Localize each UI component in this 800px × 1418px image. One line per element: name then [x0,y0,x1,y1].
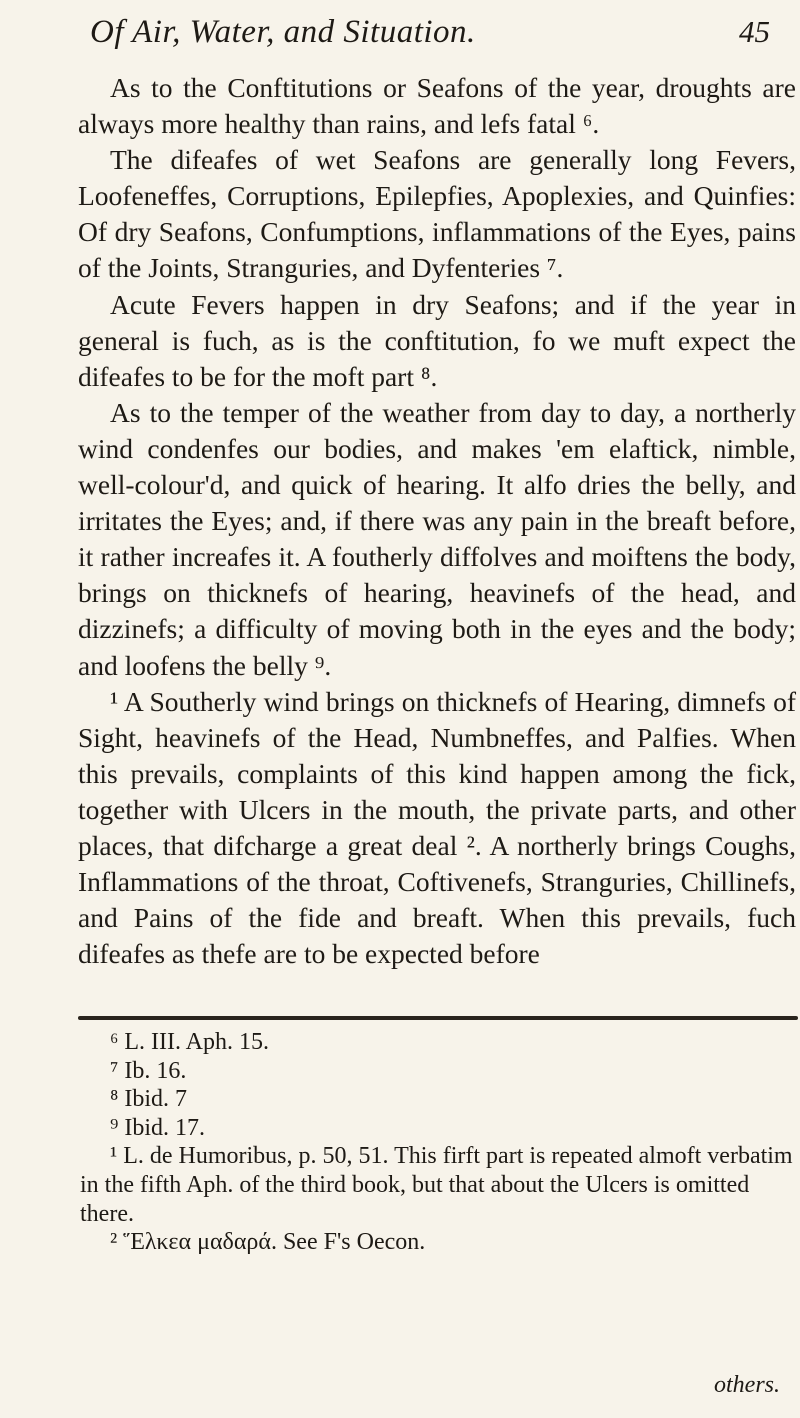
footnote: ⁶ L. III. Aph. 15. [110,1029,270,1055]
running-title: Of Air, Water, and Situation. [90,14,476,50]
running-header [90,10,770,58]
page-number: 45 [739,14,770,49]
paragraph: As to the Conftitutions or Seafons of the year, droughts are always more healthy than rains, and lefs fatal ⁶. [78,72,796,140]
footnote-rule [78,1016,798,1020]
footnotes [80,1028,798,1257]
footnote: ² Ἕλκεα μαδαρά. See F's Oecon. [110,1229,426,1256]
paragraph: The difeafes of wet Seafons are generally long Fevers, Loofeneffes, Corruptions, Epilepfies, Apoplexies, and Quinfies: Of dry Seafons, Confumptions, inflammations of the Eyes, pains of the Joints, Stranguries, and Dyfenteries ⁷. [78,144,796,284]
footnote: ¹ L. de Humoribus, p. 50, 51. This firft part is repeated almoft verbatim in the fifth Aph. of the third book, but that about the Ulcers is omitted there. [80,1143,793,1227]
catchword: others. [714,1372,780,1398]
footnote: ⁷ Ib. 16. [110,1057,187,1084]
footnote: ⁹ Ibid. 17. [110,1114,206,1141]
paragraph: Acute Fevers happen in dry Seafons; and if the year in general is fuch, as is the conftitution, fo we muft expect the difeafes to be for the moft part ⁸. [78,288,796,392]
footnote: ⁸ Ibid. 7 [110,1086,188,1113]
body-text [78,70,796,972]
paragraph: As to the temper of the weather from day to day, a northerly wind condenfes our bodies, and makes 'em elaftick, nimble, well-colour'd, and quick of hearing. It alfo dries the belly, and irritates the Eyes; and, if there was any pain in the breaft before, it rather increafes it. A foutherly diffolves and moiftens the body, brings on thicknefs of hearing, heavinefs of the head, and dizzinefs; a difficulty of moving both in the eyes and the body; and loofens the belly ⁹. [78,396,796,681]
paragraph: ¹ A Southerly wind brings on thicknefs of Hearing, dimnefs of Sight, heavinefs of the Head, Numbneffes, and Palfies. When this prevails, complaints of this kind happen among the fick, together with Ulcers in the mouth, the private parts, and other places, that difcharge a great deal ². A northerly brings Coughs, Inflammations of the throat, Coftivenefs, Stranguries, Chillinefs, and Pains of the fide and breaft. When this prevails, fuch difeafes as thefe are to be expected before [78,685,796,970]
